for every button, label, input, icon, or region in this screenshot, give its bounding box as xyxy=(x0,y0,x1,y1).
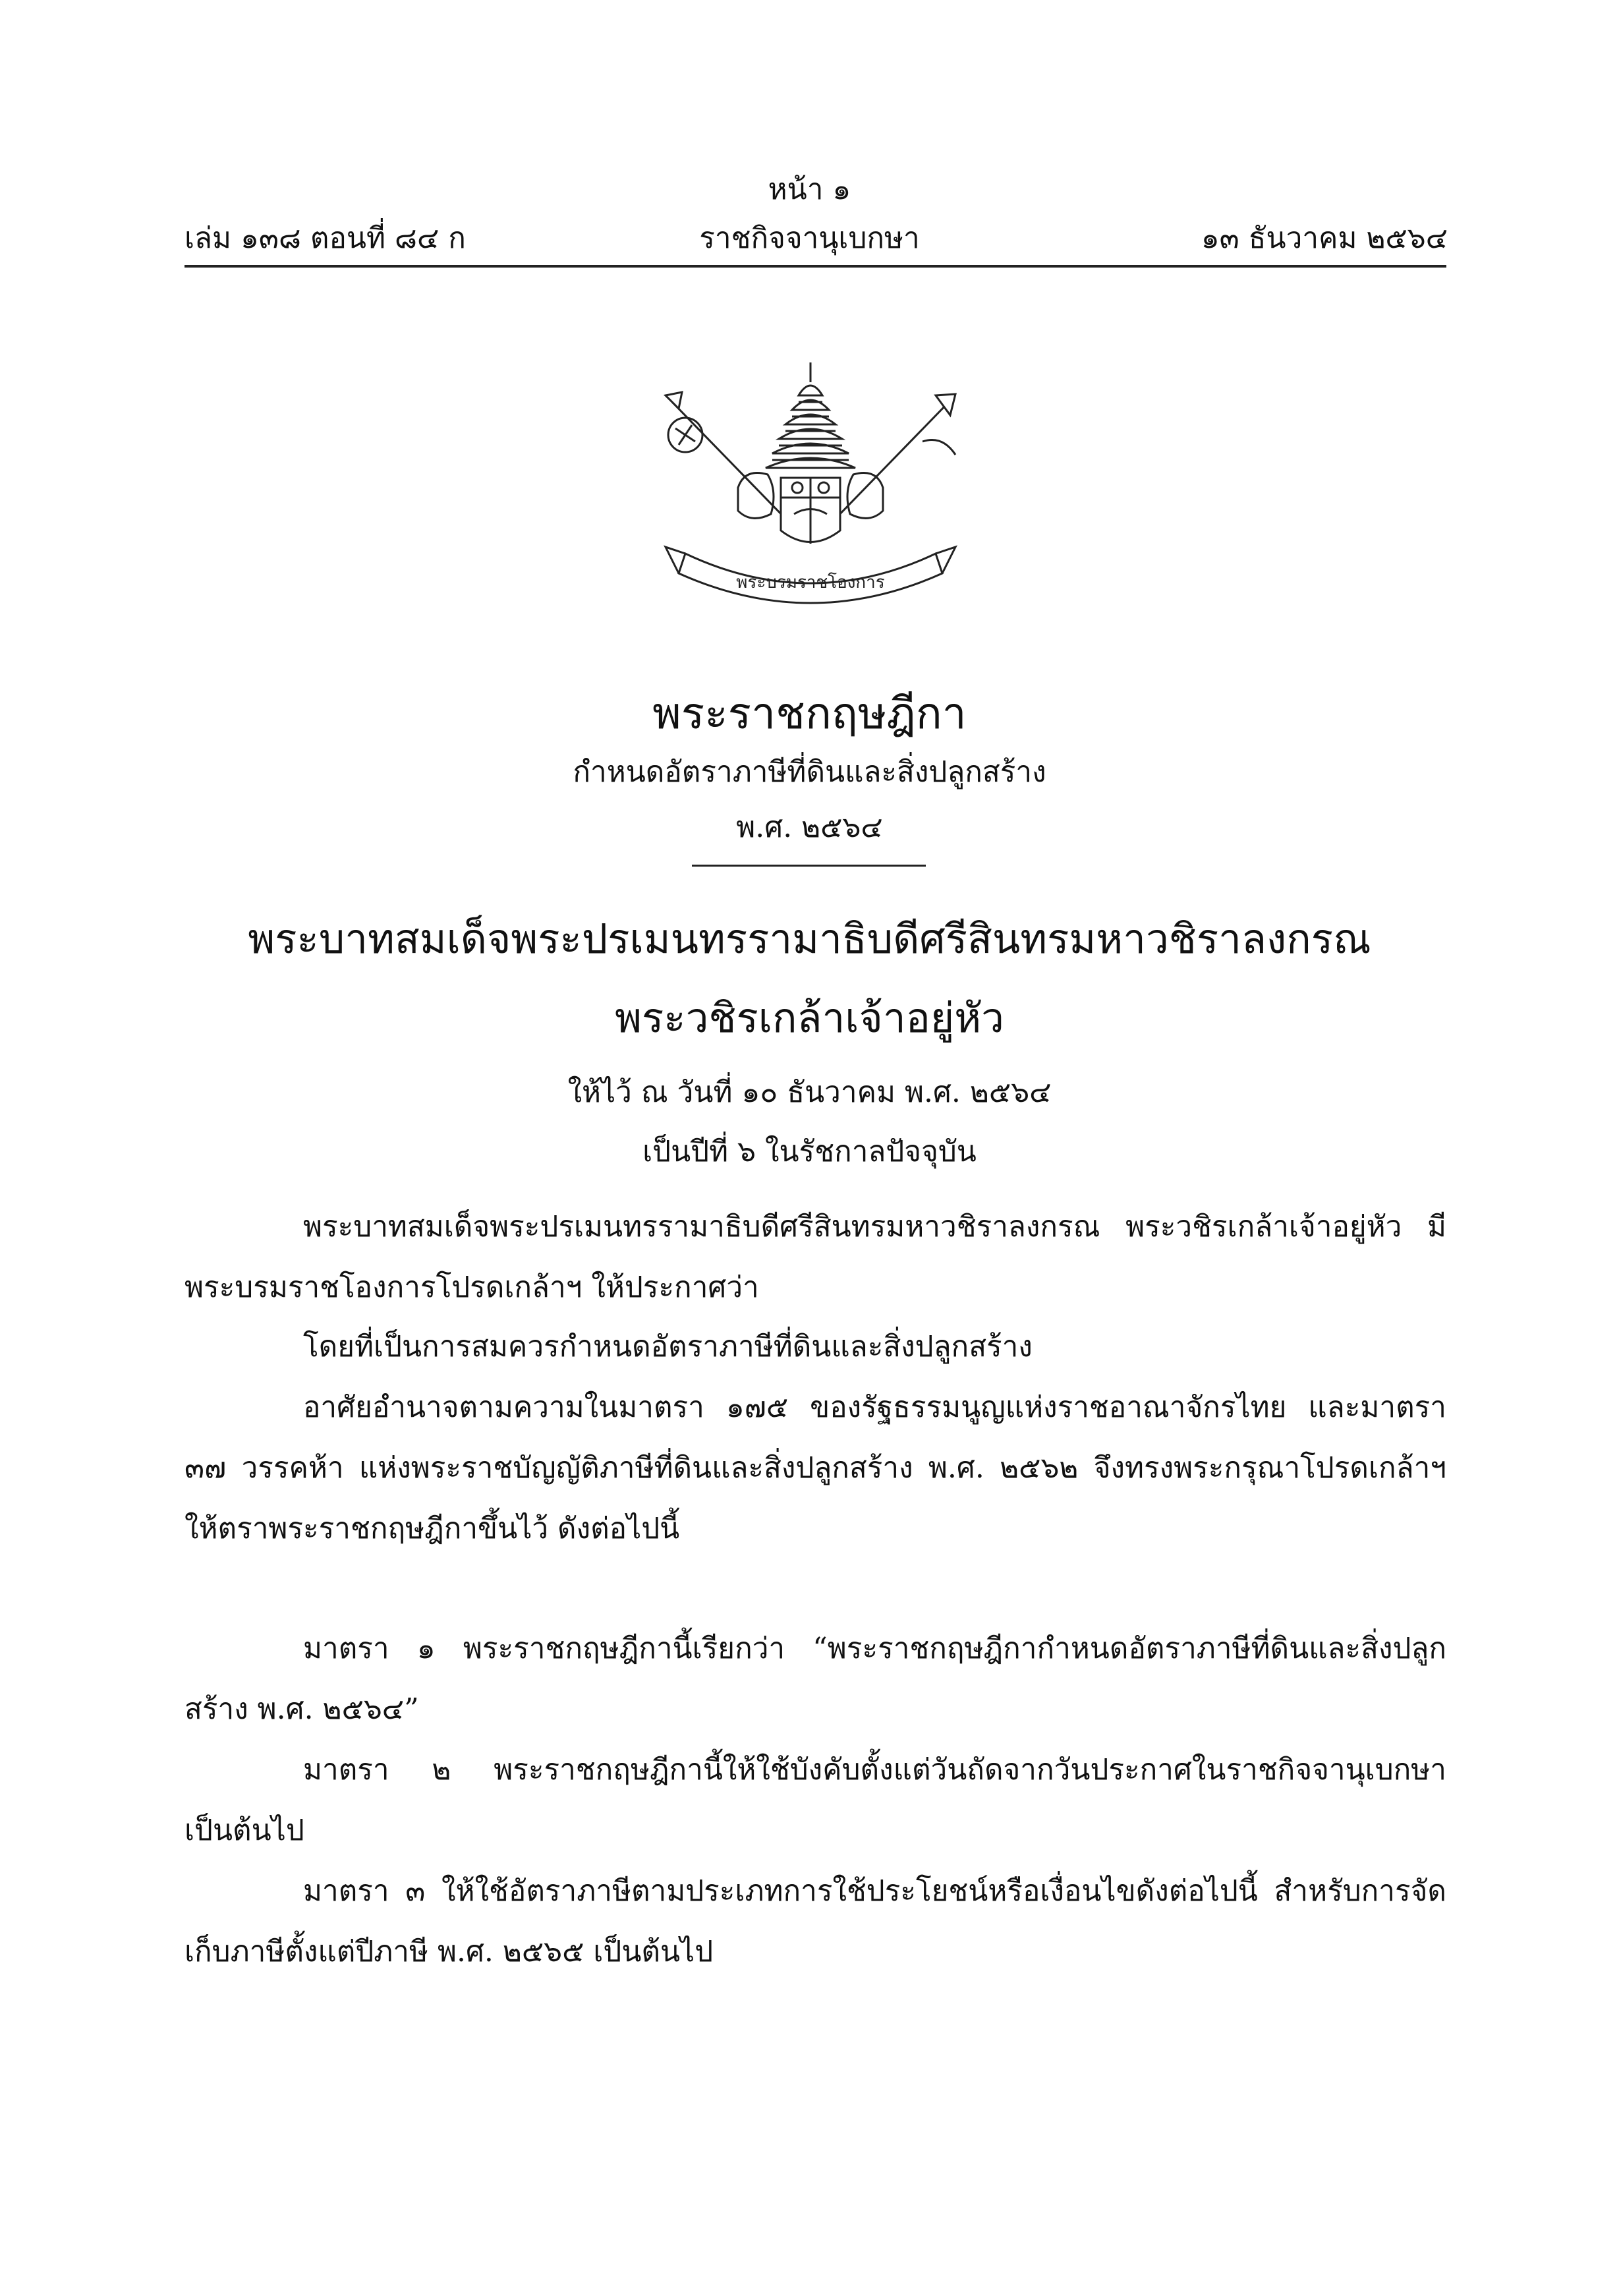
publication-date: ๑๓ ธันวาคม ๒๕๖๔ xyxy=(1201,221,1448,255)
title-divider xyxy=(692,865,926,867)
king-name-line-1: พระบาทสมเด็จพระปรเมนทรรามาธิบดีศรีสินทรมหาวชิราลงกรณ xyxy=(248,915,1371,963)
page-number: หน้า ๑ xyxy=(768,173,851,206)
section-2-paragraph: มาตรา ๒ พระราชกฤษฎีกานี้ให้ใช้บังคับตั้งแต่วันถัดจากวันประกาศในราชกิจจานุเบกษาเป็นต้นไป xyxy=(185,1753,1446,1847)
rationale-paragraph: โดยที่เป็นการสมควรกำหนดอัตราภาษีที่ดินและสิ่งปลูกสร้าง xyxy=(303,1330,1033,1363)
reign-year: เป็นปีที่ ๖ ในรัชกาลปัจจุบัน xyxy=(642,1135,977,1168)
header-divider xyxy=(185,265,1446,268)
section-1-paragraph: มาตรา ๑ พระราชกฤษฎีกานี้เรียกว่า “พระราชกฤษฎีกากำหนดอัตราภาษีที่ดินและสิ่งปลูกสร้าง พ.ศ. ๒๕๖๔” xyxy=(185,1632,1446,1726)
given-date: ให้ไว้ ณ วันที่ ๑๐ ธันวาคม พ.ศ. ๒๕๖๔ xyxy=(567,1076,1052,1109)
decree-title: พระราชกฤษฎีกา xyxy=(652,688,967,739)
decree-subtitle: กำหนดอัตราภาษีที่ดินและสิ่งปลูกสร้าง xyxy=(573,755,1046,789)
king-name-line-2: พระวชิรเกล้าเจ้าอยู่หัว xyxy=(615,994,1004,1042)
decree-year: พ.ศ. ๒๕๖๔ xyxy=(736,811,883,844)
preamble-paragraph: พระบาทสมเด็จพระปรเมนทรรามาธิบดีศรีสินทรมหาวชิราลงกรณ พระวชิรเกล้าเจ้าอยู่หัว มีพระบรมราชโองการโปรดเกล้าฯ ให้ประกาศว่า xyxy=(185,1210,1446,1304)
emblem-banner-text: พระบรมราชโองการ xyxy=(736,573,885,592)
section-3-paragraph: มาตรา ๓ ให้ใช้อัตราภาษีตามประเภทการใช้ประโยชน์หรือเงื่อนไขดังต่อไปนี้ สำหรับการจัดเก็บภาษีตั้งแต่ปีภาษี พ.ศ. ๒๕๖๕ เป็นต้นไป xyxy=(185,1874,1446,1968)
royal-emblem-icon xyxy=(646,356,975,619)
volume-issue: เล่ม ๑๓๘ ตอนที่ ๘๔ ก xyxy=(185,221,466,255)
authority-paragraph: อาศัยอำนาจตามความในมาตรา ๑๗๕ ของรัฐธรรมนูญแห่งราชอาณาจักรไทย และมาตรา ๓๗ วรรคห้า แห่งพระราชบัญญัติภาษีที่ดินและสิ่งปลูกสร้าง พ.ศ. ๒๕๖๒ จึงทรงพระกรุณาโปรดเกล้าฯ ให้ตราพระราชกฤษฎีกาขึ้นไว้ ดังต่อไปนี้ xyxy=(185,1391,1446,1545)
publication-name: ราชกิจจานุเบกษา xyxy=(699,221,920,255)
